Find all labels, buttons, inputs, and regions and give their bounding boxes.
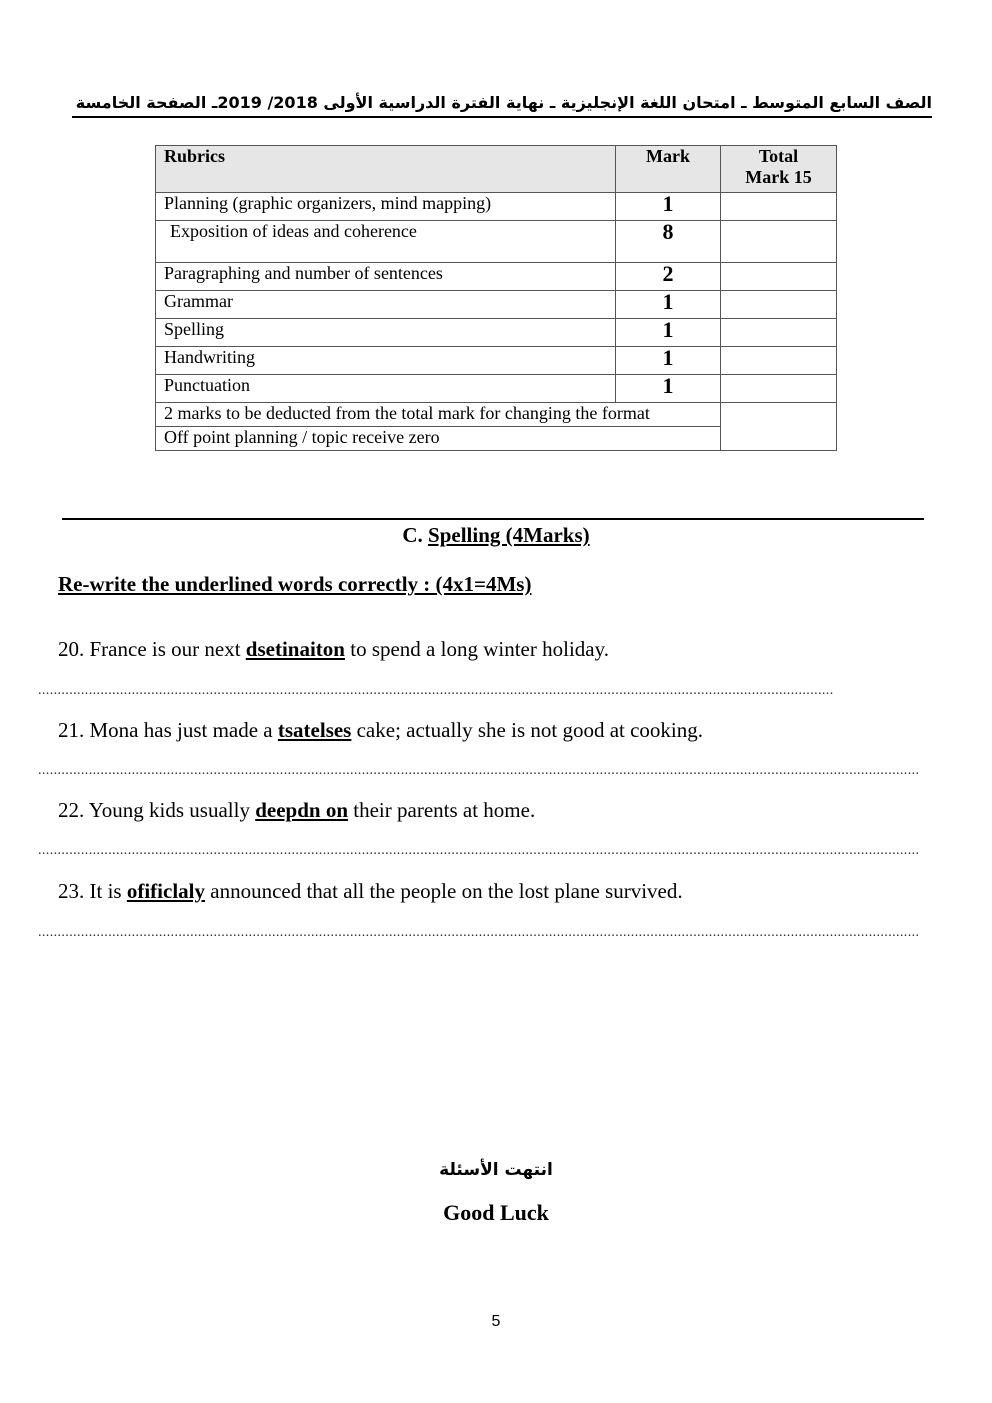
rubric-label: Spelling: [156, 319, 616, 347]
misspelled-word: dsetinaiton: [245, 637, 345, 661]
table-row: [156, 375, 837, 403]
table-row: [156, 263, 837, 291]
question-number: 22.: [58, 798, 85, 822]
answer-line[interactable]: ..................................................................................................................................................................................................................................: [38, 763, 920, 778]
question-number: 20.: [58, 637, 85, 661]
question-23: [58, 879, 683, 904]
question-text: France is our next: [89, 637, 241, 661]
section-divider: [62, 518, 924, 520]
rubrics-header: Rubrics: [156, 146, 616, 193]
misspelled-word: deepdn on: [255, 798, 349, 822]
total-cell: [721, 319, 837, 347]
rubric-label: Handwriting: [156, 347, 616, 375]
good-luck: Good Luck: [443, 1200, 549, 1225]
zero-note: Off point planning / topic receive zero: [156, 427, 721, 451]
question-text: their parents at home.: [353, 798, 536, 822]
rubric-label: Exposition of ideas and coherence: [156, 221, 616, 263]
question-text: cake; actually she is not good at cooking.: [356, 718, 704, 742]
rubric-mark: 1: [616, 375, 721, 403]
rubric-mark: 2: [616, 263, 721, 291]
page-number: 5: [491, 1313, 501, 1330]
answer-line[interactable]: ..................................................................................................................................................................................................................................: [38, 843, 920, 858]
answer-line[interactable]: ..................................................................................................................................................................................................................................: [38, 925, 920, 940]
rubric-mark: 1: [616, 193, 721, 221]
end-of-questions: انتهت الأسئلة: [439, 1160, 553, 1180]
total-cell: [721, 291, 837, 319]
rubric-label: Planning (graphic organizers, mind mapping): [156, 193, 616, 221]
deduction-note: 2 marks to be deducted from the total mark for changing the format: [156, 403, 721, 427]
rubric-mark: 1: [616, 319, 721, 347]
total-cell: [721, 403, 837, 451]
question-number: 23.: [58, 879, 85, 903]
question-text: to spend a long winter holiday.: [350, 637, 609, 661]
question-20: [58, 637, 609, 662]
section-heading: Spelling (4Marks): [428, 523, 590, 547]
table-row: [156, 319, 837, 347]
total-cell: [721, 193, 837, 221]
table-row: [156, 347, 837, 375]
total-cell: [721, 221, 837, 263]
instruction: Re-write the underlined words correctly : (4x1=4Ms): [58, 572, 532, 596]
page-header: الصف السابع المتوسط ـ امتحان اللغة الإنجليزية ـ نهاية الفترة الدراسية الأولى 2018/ 2019ـ الصفحة الخامسة: [72, 92, 932, 118]
total-mark-header: [721, 146, 837, 193]
question-text: It is: [89, 879, 122, 903]
section-prefix: C.: [402, 523, 423, 547]
table-row: [156, 193, 837, 221]
rubric-mark: 1: [616, 291, 721, 319]
question-text: announced that all the people on the lost plane survived.: [210, 879, 683, 903]
rubric-label: Grammar: [156, 291, 616, 319]
question-21: [58, 718, 703, 743]
rubric-mark: 8: [616, 221, 721, 263]
table-header-row: [156, 146, 837, 193]
question-text: Mona has just made a: [89, 718, 273, 742]
question-22: [58, 798, 535, 823]
section-title: [0, 523, 992, 548]
rubric-label: Punctuation: [156, 375, 616, 403]
answer-line[interactable]: ............................................................................................................................................................................................................: [38, 683, 834, 698]
misspelled-word: tsatelses: [277, 718, 352, 742]
misspelled-word: ofificlaly: [126, 879, 205, 903]
table-row: [156, 403, 837, 427]
table-row: [156, 221, 837, 263]
mark-header: Mark: [616, 146, 721, 193]
rubric-table: [155, 145, 837, 451]
total-cell: [721, 347, 837, 375]
total-cell: [721, 375, 837, 403]
rubric-label: Paragraphing and number of sentences: [156, 263, 616, 291]
rubric-mark: 1: [616, 347, 721, 375]
question-text: Young kids usually: [88, 798, 250, 822]
total-cell: [721, 263, 837, 291]
total-header-line1: Total: [758, 146, 799, 166]
total-header-line2: Mark 15: [745, 167, 812, 187]
table-row: [156, 291, 837, 319]
question-number: 21.: [58, 718, 85, 742]
